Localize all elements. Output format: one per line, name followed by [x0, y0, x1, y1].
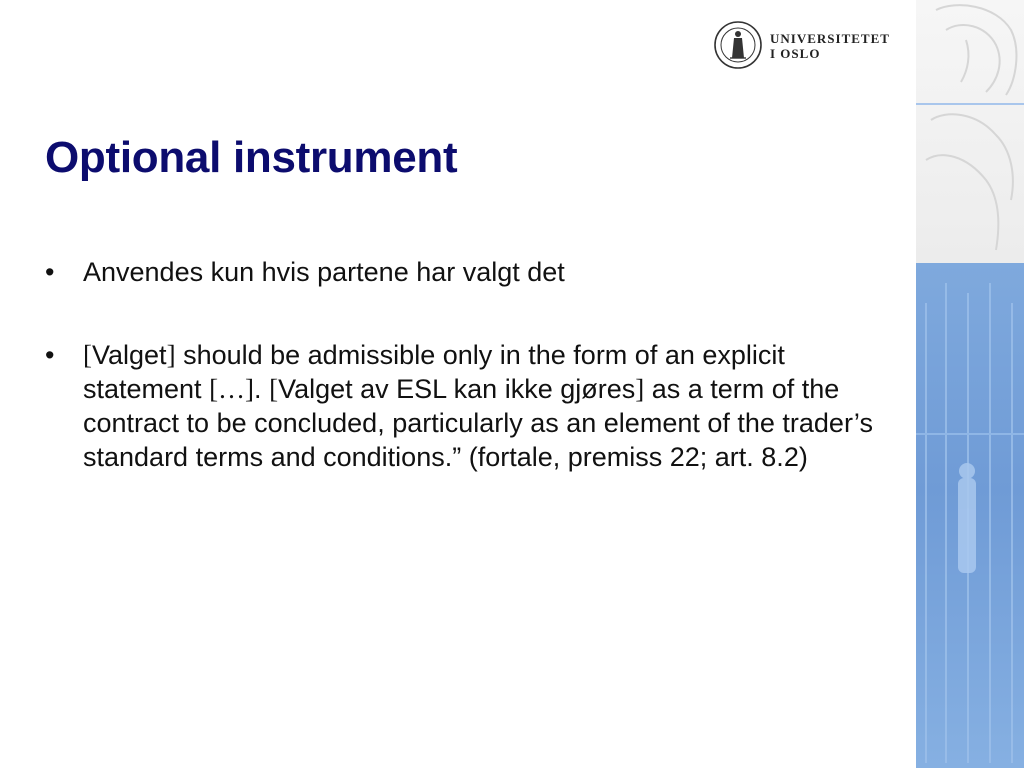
bullet-item	[45, 338, 875, 474]
ellipsis-bracket: […]	[209, 374, 255, 404]
decorative-blue-panel	[916, 263, 1024, 768]
bullet-list	[45, 255, 875, 474]
bracket-close: ]	[635, 374, 645, 404]
logo-wordmark-line2: I OSLO	[770, 46, 821, 61]
bullet-text-segment: should be admissible only in the form of an explicit statement	[83, 340, 785, 404]
divider-line	[916, 103, 1024, 105]
bullet-text-segment: as a term of the contract to be concluded, particularly as an element of the trader’s standard terms and conditions.” (fortale, premiss 22; art. 8.2)	[83, 374, 873, 472]
bullet-text-segment: Valget av ESL kan ikke gjøres	[278, 374, 636, 404]
bracket-open: [	[83, 340, 92, 370]
bullet-marker: •	[45, 257, 55, 287]
bullet-marker: •	[45, 340, 55, 370]
slide-title: Optional instrument	[45, 133, 458, 182]
bullet-item	[45, 255, 875, 289]
logo-wordmark-line1: UNIVERSITETET	[770, 31, 890, 46]
university-seal-icon	[713, 20, 763, 70]
university-logo	[713, 20, 903, 70]
bullet-text: Anvendes kun hvis partene har valgt det	[83, 257, 565, 287]
statue-head-graphic	[916, 0, 1024, 263]
divider-line	[916, 433, 1024, 435]
bullet-text-segment: Valget	[92, 340, 167, 370]
decorative-statue-panel	[916, 0, 1024, 263]
bullet-text-segment: .	[254, 374, 270, 404]
bracket-open: [	[269, 374, 279, 404]
statue-figure-graphic	[916, 263, 1024, 768]
bracket-close: ]	[166, 340, 176, 370]
